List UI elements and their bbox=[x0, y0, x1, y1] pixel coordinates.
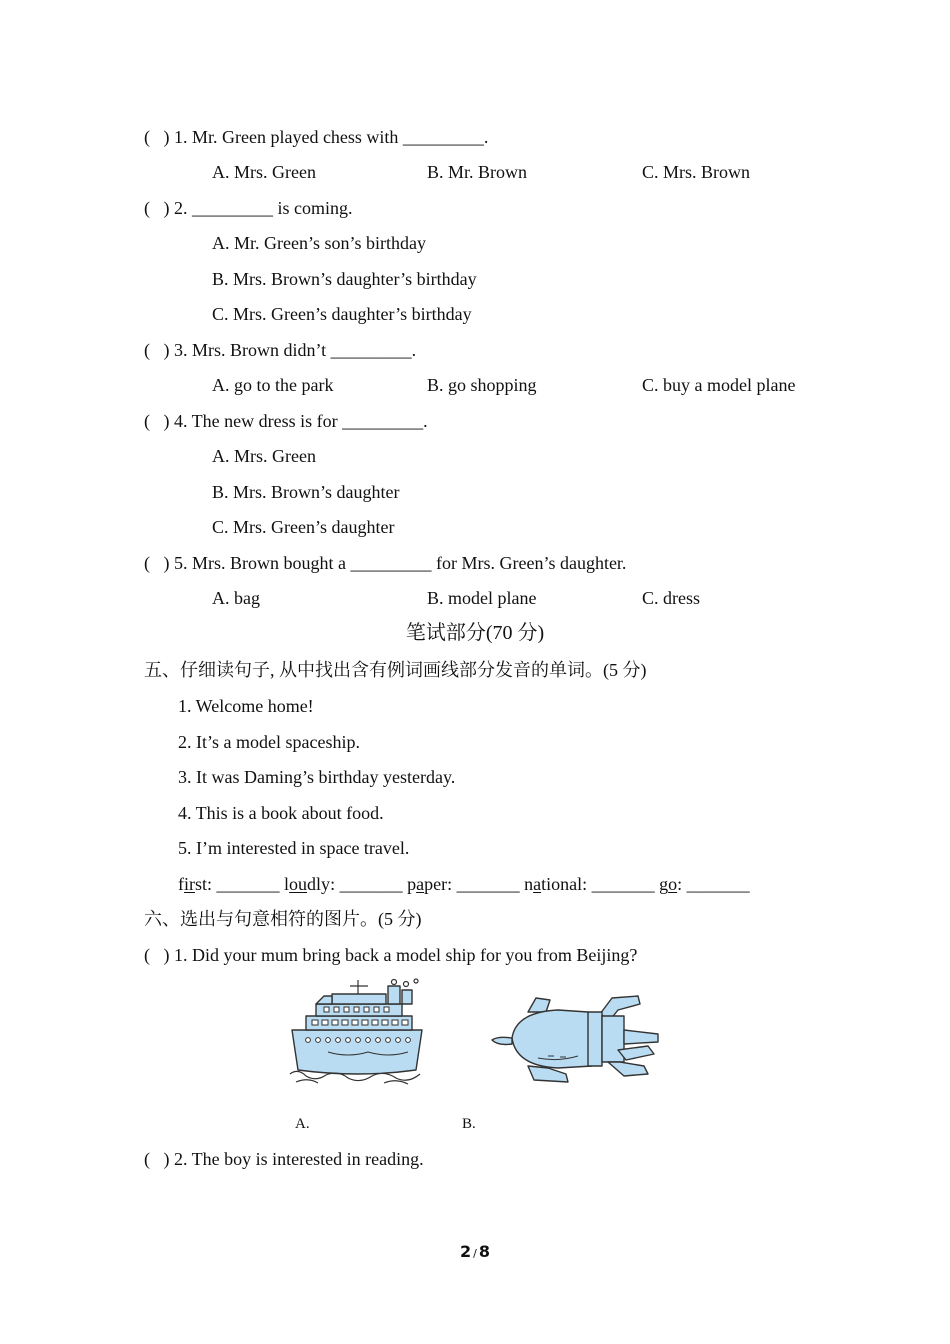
question-2-stem: ( ) 2. _________ is coming. bbox=[144, 198, 353, 218]
question-5-option-b: B. model plane bbox=[427, 588, 537, 608]
ship-picture bbox=[288, 978, 428, 1088]
example-word-first: first: _______ bbox=[178, 874, 280, 894]
question-3-option-c: C. buy a model plane bbox=[642, 375, 796, 395]
question-2-option-a: A. Mr. Green’s son’s birthday bbox=[212, 233, 426, 253]
question-3-option-a: A. go to the park bbox=[212, 375, 334, 395]
question-5-option-c: C. dress bbox=[642, 588, 700, 608]
question-2-option-b: B. Mrs. Brown’s daughter’s birthday bbox=[212, 269, 477, 289]
sentence-2: 2. It’s a model spaceship. bbox=[178, 732, 360, 752]
question-4-option-c: C. Mrs. Green’s daughter bbox=[212, 517, 395, 537]
question-1-option-a: A. Mrs. Green bbox=[212, 162, 316, 182]
section-6-question-1: ( ) 1. Did your mum bring back a model ship for you from Beijing? bbox=[144, 945, 638, 965]
example-word-go: go: _______ bbox=[659, 874, 750, 894]
question-4-stem: ( ) 4. The new dress is for _________. bbox=[144, 411, 428, 431]
question-5-stem: ( ) 5. Mrs. Brown bought a _________ for Mrs. Green’s daughter. bbox=[144, 553, 627, 573]
sentence-3: 3. It was Daming’s birthday yesterday. bbox=[178, 767, 456, 787]
question-2-option-c: C. Mrs. Green’s daughter’s birthday bbox=[212, 304, 472, 324]
section-5-heading: 五、仔细读句子, 从中找出含有例词画线部分发音的单词。(5 分) bbox=[144, 660, 647, 680]
question-3-option-b: B. go shopping bbox=[427, 375, 537, 395]
question-4-option-a: A. Mrs. Green bbox=[212, 446, 316, 466]
question-5-option-a: A. bag bbox=[212, 588, 260, 608]
sentence-1: 1. Welcome home! bbox=[178, 696, 314, 716]
picture-b-label: B. bbox=[462, 1116, 476, 1132]
question-1-option-b: B. Mr. Brown bbox=[427, 162, 528, 182]
rocket-picture bbox=[488, 990, 664, 1086]
sentence-4: 4. This is a book about food. bbox=[178, 803, 384, 823]
picture-a-label: A. bbox=[295, 1116, 310, 1132]
question-1-option-c: C. Mrs. Brown bbox=[642, 162, 751, 182]
example-word-national: national: _______ bbox=[524, 874, 655, 894]
example-words-row bbox=[178, 872, 750, 896]
written-section-title: 笔试部分(70 分) bbox=[405, 622, 545, 644]
question-3-stem: ( ) 3. Mrs. Brown didn’t _________. bbox=[144, 340, 417, 360]
page-number: 2 / 8 bbox=[460, 1242, 490, 1261]
question-1-stem: ( ) 1. Mr. Green played chess with _________. bbox=[144, 127, 489, 147]
section-6-heading: 六、选出与句意相符的图片。(5 分) bbox=[144, 909, 422, 929]
sentence-5: 5. I’m interested in space travel. bbox=[178, 838, 410, 858]
example-word-loudly: loudly: _______ bbox=[284, 874, 403, 894]
example-word-paper: paper: _______ bbox=[407, 874, 520, 894]
section-6-question-2: ( ) 2. The boy is interested in reading. bbox=[144, 1149, 424, 1169]
question-4-option-b: B. Mrs. Brown’s daughter bbox=[212, 482, 400, 502]
